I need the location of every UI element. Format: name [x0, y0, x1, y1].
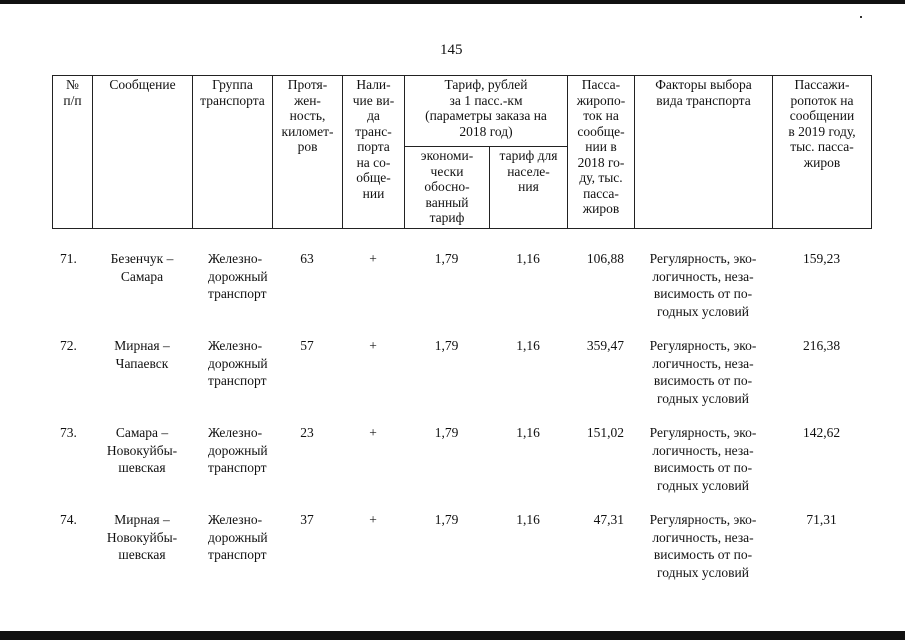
header-tariff-population: тариф для населе- ния	[490, 147, 568, 229]
cell-alternative: +	[369, 512, 377, 527]
scan-speck	[860, 16, 862, 18]
cell-route: Мирная – Чапаевск	[114, 338, 170, 371]
cell-group: Железно- дорожный транспорт	[208, 338, 268, 388]
cell-alternative: +	[369, 338, 377, 353]
cell-flow-2019: 216,38	[802, 338, 841, 353]
cell-factors: Регулярность, эко- логичность, неза- висимость от по- годных условий	[649, 338, 757, 406]
table-header	[52, 75, 872, 229]
scan-border-top	[0, 0, 905, 4]
cell-tariff-population: 1,16	[516, 338, 540, 353]
cell-factors: Регулярность, эко- логичность, неза- висимость от по- годных условий	[649, 512, 757, 580]
cell-factors: Регулярность, эко- логичность, неза- висимость от по- годных условий	[649, 425, 757, 493]
cell-num: 74.	[60, 512, 77, 527]
table-row	[52, 511, 871, 598]
header-flow-2018: Пасса- жиропо- ток на сообще- нии в 2018 го- ду, тыс. пасса- жиров	[568, 76, 635, 229]
cell-tariff-population: 1,16	[516, 425, 540, 440]
cell-length: 57	[300, 338, 314, 353]
table-row	[52, 337, 871, 424]
cell-length: 23	[300, 425, 314, 440]
cell-group: Железно- дорожный транспорт	[208, 251, 268, 301]
cell-tariff-economic: 1,79	[434, 251, 459, 266]
cell-flow-2018: 359,47	[586, 338, 624, 353]
cell-num: 71.	[60, 251, 77, 266]
cell-length: 37	[300, 512, 314, 527]
header-route: Сообщение	[93, 76, 193, 229]
scan-border-bottom	[0, 631, 905, 640]
table-row	[52, 250, 871, 337]
cell-flow-2018: 106,88	[586, 251, 624, 266]
cell-group: Железно- дорожный транспорт	[208, 512, 268, 562]
cell-tariff-economic: 1,79	[434, 512, 459, 527]
header-num: № п/п	[53, 76, 93, 229]
cell-group: Железно- дорожный транспорт	[208, 425, 268, 475]
cell-tariff-economic: 1,79	[434, 338, 459, 353]
header-tariff-economic: экономи- чески обосно- ванный тариф	[405, 147, 490, 229]
cell-alternative: +	[369, 425, 377, 440]
cell-num: 72.	[60, 338, 77, 353]
cell-alternative: +	[369, 251, 377, 266]
cell-factors: Регулярность, эко- логичность, неза- висимость от по- годных условий	[649, 251, 757, 319]
cell-flow-2019: 71,31	[806, 512, 837, 527]
cell-num: 73.	[60, 425, 77, 440]
header-length: Протя- жен- ность, километ- ров	[273, 76, 343, 229]
header-factors: Факторы выбора вида транспорта	[635, 76, 773, 229]
cell-tariff-economic: 1,79	[434, 425, 459, 440]
header-alternative: Нали- чие ви- да транс- порта на со- обще- нии	[343, 76, 405, 229]
cell-tariff-population: 1,16	[516, 251, 540, 266]
cell-flow-2019: 142,62	[802, 425, 841, 440]
header-flow-2019: Пассажи- ропоток на сообщении в 2019 году, тыс. пасса- жиров	[773, 76, 872, 229]
cell-tariff-population: 1,16	[516, 512, 540, 527]
cell-route: Мирная – Новокуйбы- шевская	[106, 512, 178, 562]
page-number: 145	[440, 42, 463, 58]
cell-route: Безенчук – Самара	[110, 251, 174, 284]
cell-flow-2019: 159,23	[802, 251, 841, 266]
header-group: Группа транспорта	[193, 76, 273, 229]
header-tariff: Тариф, рублей за 1 пасс.-км (параметры заказа на 2018 год)	[405, 76, 568, 147]
cell-flow-2018: 47,31	[593, 512, 624, 527]
table-row	[52, 424, 871, 511]
cell-flow-2018: 151,02	[586, 425, 624, 440]
cell-route: Самара – Новокуйбы- шевская	[106, 425, 178, 475]
table-body	[52, 250, 871, 598]
cell-length: 63	[300, 251, 314, 266]
